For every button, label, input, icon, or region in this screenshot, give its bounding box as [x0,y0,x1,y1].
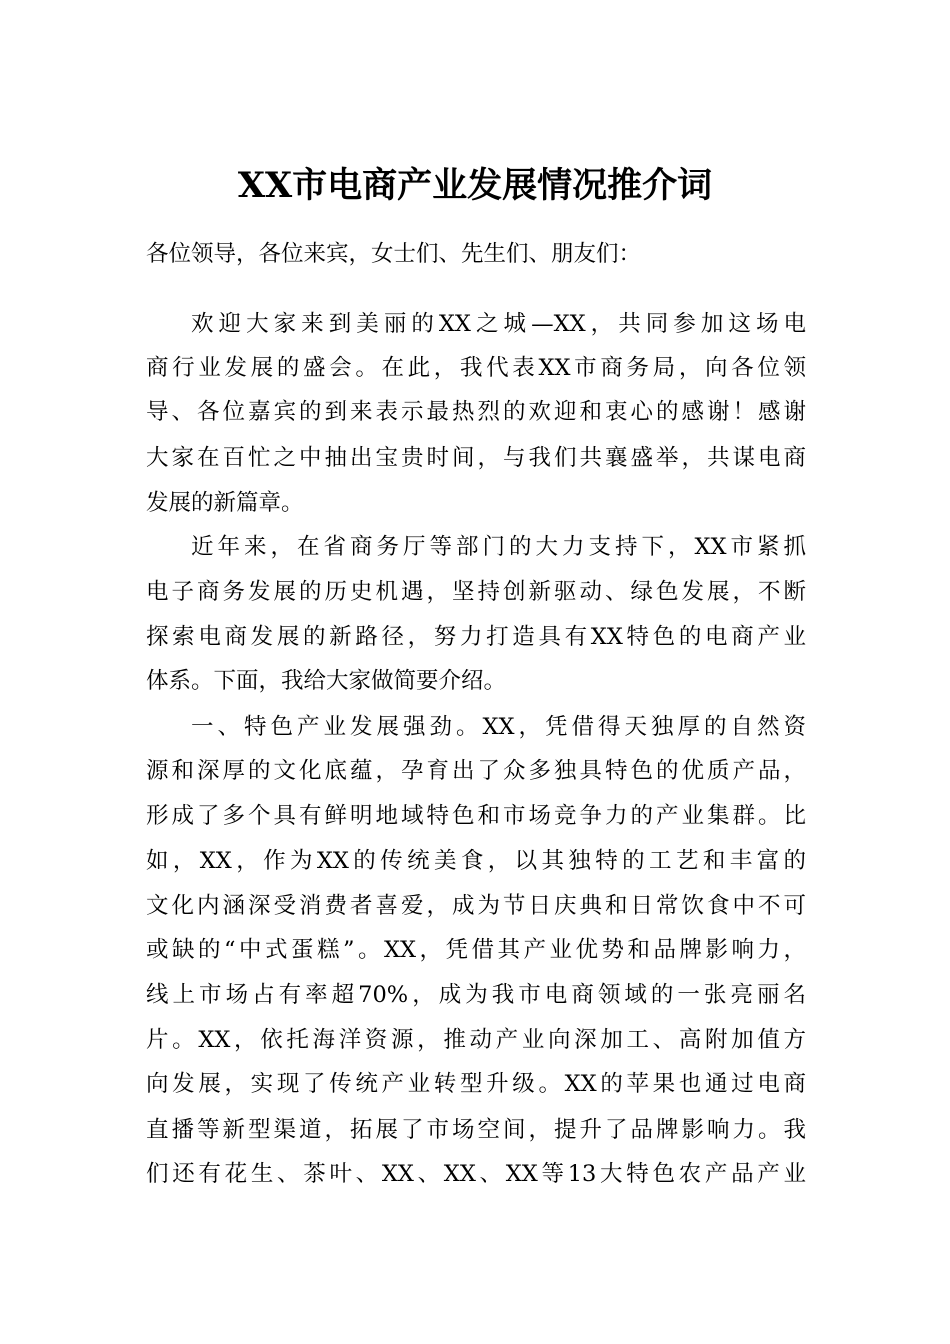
paragraph-1-line-4: 大家在百忙之中抽出宝贵时间，与我们共襄盛举，共谋电商 [146,445,806,471]
paragraph-2-line-4: 体系。下面，我给大家做简要介绍。 [146,668,507,694]
paragraph-3-line-10: 直播等新型渠道，拓展了市场空间，提升了品牌影响力。我 [146,1117,806,1143]
paragraph-3-line-2: 源和深厚的文化底蕴，孕育出了众多独具特色的优质产品， [146,758,806,784]
paragraph-1-line-5: 发展的新篇章。 [146,490,304,516]
paragraph-2-line-1: 近年来，在省商务厅等部门的大力支持下，XX市紧抓 [191,534,806,560]
paragraph-3-line-1: 一、特色产业发展强劲。XX，凭借得天独厚的自然资 [191,714,806,740]
paragraph-3-line-3: 形成了多个具有鲜明地域特色和市场竞争力的产业集群。比 [146,803,806,829]
paragraph-1-line-3: 导、各位嘉宾的到来表示最热烈的欢迎和衷心的感谢！感谢 [146,399,806,425]
paragraph-1-line-1: 欢迎大家来到美丽的XX之城—XX，共同参加这场电 [191,311,806,337]
paragraph-3-line-11: 们还有花生、茶叶、XX、XX、XX等13大特色农产品产业 [146,1161,806,1187]
paragraph-3-line-7: 线上市场占有率超70%，成为我市电商领域的一张亮丽名 [146,982,806,1008]
paragraph-2-line-3: 探索电商发展的新路径，努力打造具有XX特色的电商产业 [146,624,806,650]
paragraph-1-line-2: 商行业发展的盛会。在此，我代表XX市商务局，向各位领 [146,355,806,381]
paragraph-3-line-8: 片。XX，依托海洋资源，推动产业向深加工、高附加值方 [146,1027,806,1053]
paragraph-3-line-5: 文化内涵深受消费者喜爱，成为节日庆典和日常饮食中不可 [146,893,806,919]
paragraph-3-line-4: 如，XX，作为XX的传统美食，以其独特的工艺和丰富的 [146,848,806,874]
paragraph-3-line-9: 向发展，实现了传统产业转型升级。XX的苹果也通过电商 [146,1071,806,1097]
salutation-line: 各位领导，各位来宾，女士们、先生们、朋友们： [146,241,642,267]
paragraph-3-line-6: 或缺的“中式蛋糕”。XX，凭借其产业优势和品牌影响力， [146,937,806,963]
paragraph-2-line-2: 电子商务发展的历史机遇，坚持创新驱动、绿色发展，不断 [146,579,806,605]
document-title: XX市电商产业发展情况推介词 [237,165,713,206]
